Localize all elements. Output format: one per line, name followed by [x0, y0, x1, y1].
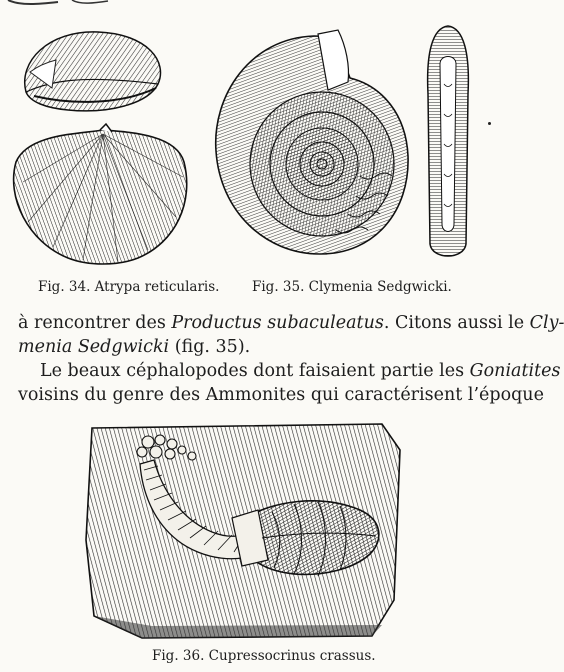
line3-italic-goniatites: Goniatites — [469, 361, 561, 381]
fig34-caption: Fig. 34. Atrypa reticularis. — [38, 279, 220, 295]
paragraph-line-1 — [18, 311, 564, 335]
fig36-caption: Fig. 36. Cupressocrinus crassus. — [152, 648, 376, 664]
line1-pre: à rencontrer des — [18, 313, 172, 333]
fig35-caption: Fig. 35. Clymenia Sedgwicki. — [252, 279, 452, 295]
paragraph-line-4 — [18, 383, 544, 407]
atrypa-front-view — [14, 124, 187, 264]
paragraph-line-2 — [18, 335, 250, 359]
atrypa-side-view — [25, 32, 161, 111]
stray-ink-dot — [488, 122, 491, 125]
line1-italic-cly: Cly- — [529, 313, 564, 333]
fig35-clymenia-profile — [422, 24, 474, 264]
line2-italic-sedgwicki: menia Sedgwicki — [18, 337, 170, 357]
fig36-cupressocrinus-illustration — [82, 420, 404, 642]
line2-post: (fig. 35). — [169, 337, 251, 357]
line3-pre: Le beaux céphalopodes dont faisaient partie les — [40, 361, 470, 381]
line1-italic-productus: Productus subaculeatus — [171, 313, 384, 333]
fig34-atrypa-illustration — [8, 22, 193, 267]
fig35-clymenia-illustration — [210, 26, 415, 258]
cropped-top-text-fragment — [0, 0, 120, 8]
paragraph-line-3 — [40, 359, 561, 383]
line1-mid: . Citons aussi le — [383, 313, 530, 333]
line4-text: voisins du genre des Ammonites qui caractérisent l’époque — [18, 385, 544, 405]
